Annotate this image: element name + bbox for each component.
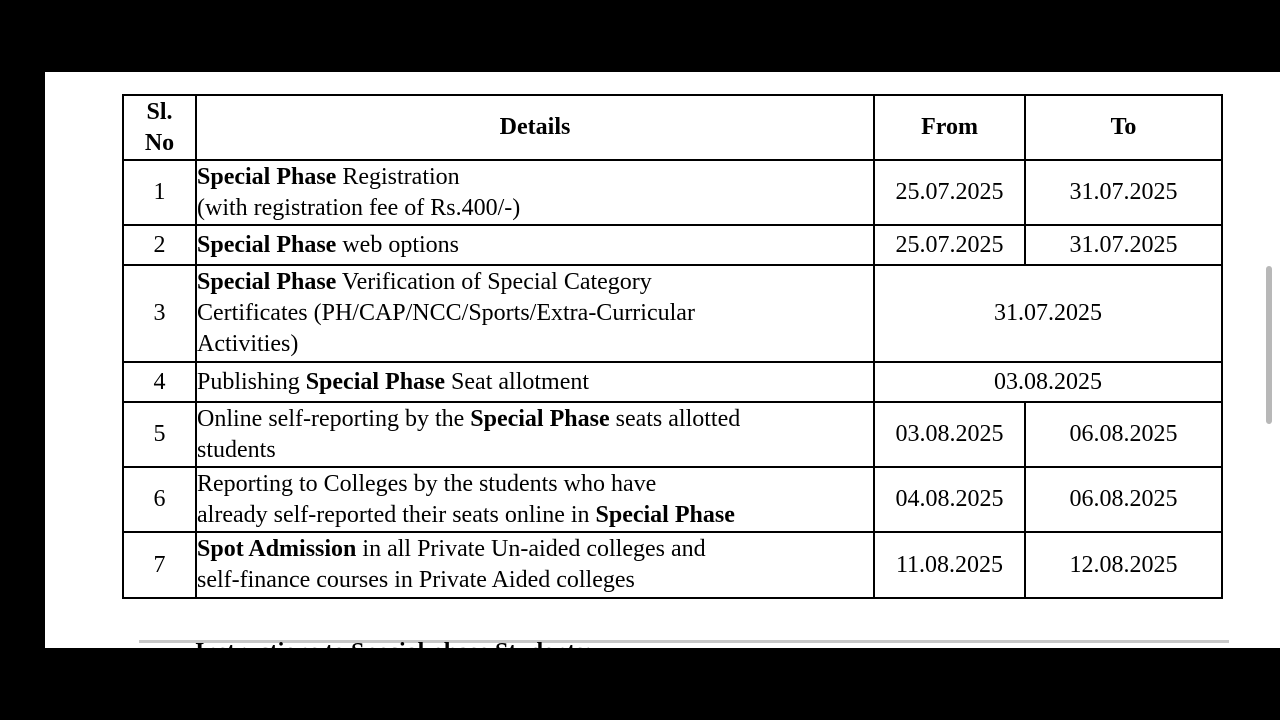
row-to-date: 06.08.2025 — [1025, 402, 1222, 467]
row-date: 03.08.2025 — [874, 362, 1222, 402]
table-row — [123, 225, 1222, 265]
row-serial: 1 — [123, 160, 196, 225]
row-from-date: 25.07.2025 — [874, 225, 1025, 265]
vertical-scrollbar[interactable] — [1266, 266, 1272, 424]
row-serial: 6 — [123, 467, 196, 532]
row-details: Spot Admission in all Private Un-aided colleges and self-finance courses in Private Aided colleges — [196, 532, 874, 598]
row-to-date: 12.08.2025 — [1025, 532, 1222, 598]
row-from-date: 25.07.2025 — [874, 160, 1025, 225]
row-details: Special Phase Registration (with registration fee of Rs.400/-) — [196, 160, 874, 225]
schedule-table — [122, 94, 1223, 599]
table-row — [123, 467, 1222, 532]
row-details: Special Phase web options — [196, 225, 874, 265]
header-sl-no: Sl. No — [123, 95, 196, 160]
row-date: 31.07.2025 — [874, 265, 1222, 362]
document-page — [45, 72, 1280, 665]
row-to-date: 06.08.2025 — [1025, 467, 1222, 532]
row-details: Online self-reporting by the Special Phase seats allotted students — [196, 402, 874, 467]
row-details: Publishing Special Phase Seat allotment — [196, 362, 874, 402]
row-details: Reporting to Colleges by the students who have already self-reported their seats online in Special Phase — [196, 467, 874, 532]
row-serial: 3 — [123, 265, 196, 362]
row-to-date: 31.07.2025 — [1025, 225, 1222, 265]
row-serial: 5 — [123, 402, 196, 467]
table-row — [123, 160, 1222, 225]
header-from: From — [874, 95, 1025, 160]
row-serial: 7 — [123, 532, 196, 598]
table-row — [123, 402, 1222, 467]
row-serial: 4 — [123, 362, 196, 402]
row-from-date: 11.08.2025 — [874, 532, 1025, 598]
table-row — [123, 265, 1222, 362]
table-row — [123, 362, 1222, 402]
row-to-date: 31.07.2025 — [1025, 160, 1222, 225]
table-row — [123, 532, 1222, 598]
row-details: Special Phase Verification of Special Category Certificates (PH/CAP/NCC/Sports/Extra-Curricular Activities) — [196, 265, 874, 362]
row-serial: 2 — [123, 225, 196, 265]
header-details: Details — [196, 95, 874, 160]
row-from-date: 03.08.2025 — [874, 402, 1025, 467]
header-to: To — [1025, 95, 1222, 160]
row-from-date: 04.08.2025 — [874, 467, 1025, 532]
instructions-heading: Instructions to Special phase Students: — [195, 639, 593, 665]
table-header-row — [123, 95, 1222, 160]
